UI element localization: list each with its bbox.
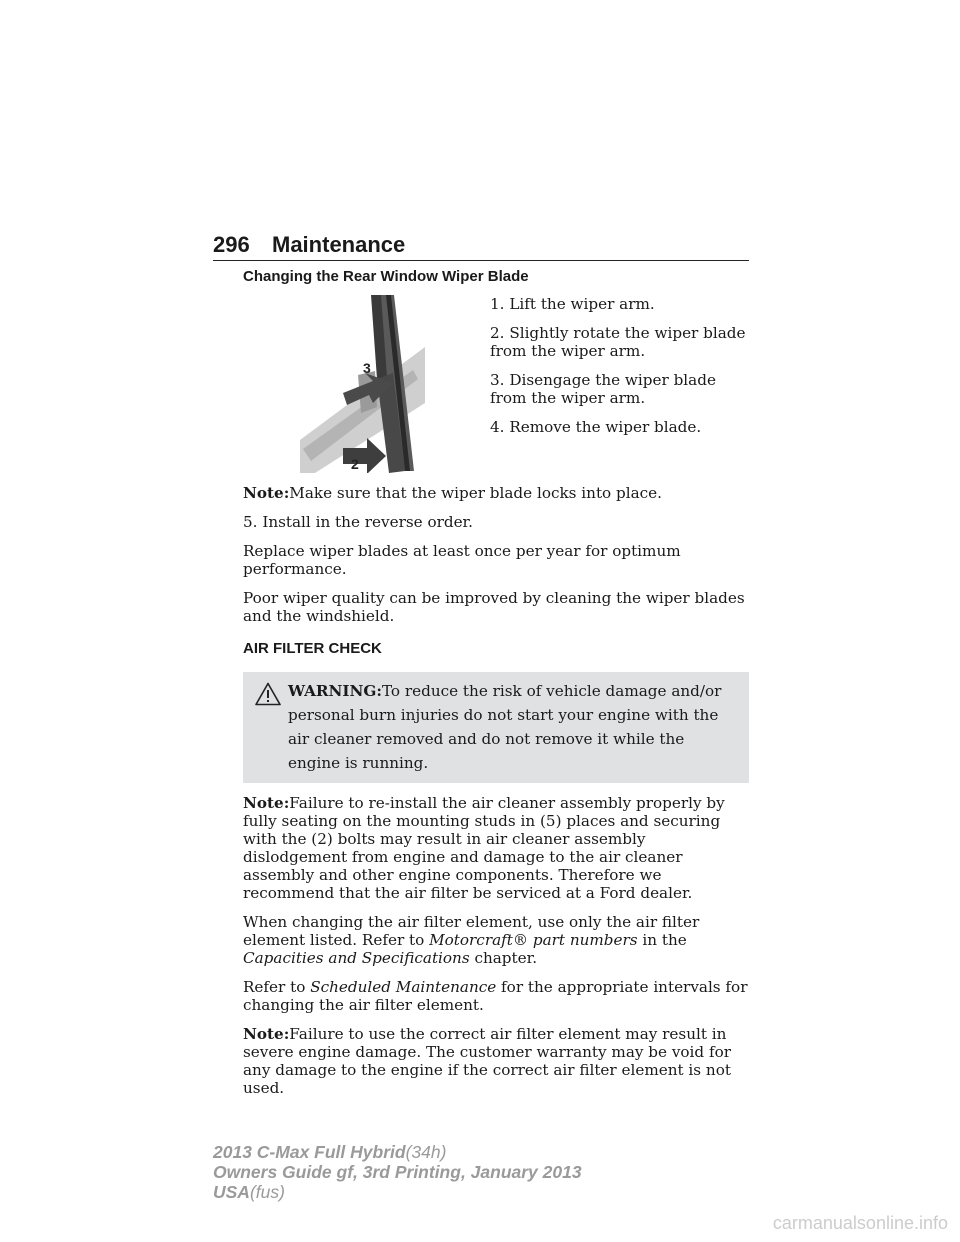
reference-capacities-chapter: Capacities and Specifications <box>243 949 470 967</box>
reference-motorcraft-part-numbers: Motorcraft® part numbers <box>429 931 638 949</box>
warning-text-block <box>251 679 741 775</box>
document-footer <box>213 1142 582 1202</box>
wiper-step-1: 1. Lift the wiper arm. <box>490 295 655 313</box>
reference-scheduled-maintenance: Scheduled Maintenance <box>310 978 497 996</box>
footer-market: USA <box>213 1182 250 1202</box>
note-text: Failure to re-install the air cleaner assembly properly by fully seating on the mounting studs in (5) places and securing with the (2) bolts may result in air cleaner assembly dislodgement from engine and damage to the air cleaner assembly and other engine components. Therefore we recommend that the air filter be serviced at a Ford dealer. <box>243 794 725 902</box>
wiper-instructions <box>243 295 749 473</box>
page-number: 296 <box>213 232 250 257</box>
wiper-step-4: 4. Remove the wiper blade. <box>490 418 702 436</box>
footer-line-1 <box>213 1142 582 1162</box>
note-text: Failure to use the correct air filter element may result in severe engine damage. The customer warranty may be void for any damage to the engine if the correct air filter element is not used. <box>243 1025 731 1097</box>
wiper-paragraph-2: Poor wiper quality can be improved by cleaning the wiper blades and the windshield. <box>243 589 745 625</box>
note-label: Note: <box>243 484 290 502</box>
wiper-step-5: 5. Install in the reverse order. <box>243 513 473 531</box>
text-run: in the <box>637 931 687 949</box>
warning-label: WARNING: <box>288 682 382 700</box>
footer-model-code: (34h) <box>405 1142 447 1162</box>
wiper-note <box>243 484 749 502</box>
note-label: Note: <box>243 1025 290 1043</box>
warning-text: To reduce the risk of vehicle damage and/or personal burn injuries do not start your engine with the air cleaner removed and do not remove it while the engine is running. <box>288 682 722 772</box>
text-run: chapter. <box>469 949 538 967</box>
wiper-step-3: 3. Disengage the wiper blade from the wiper arm. <box>490 371 716 407</box>
wiper-step-2: 2. Slightly rotate the wiper blade from the wiper arm. <box>490 324 746 360</box>
air-filter-note-1 <box>243 794 749 902</box>
wiper-blade-illustration <box>243 295 425 473</box>
note-label: Note: <box>243 794 290 812</box>
figure-label-2: 2 <box>351 456 359 472</box>
footer-model: 2013 C-Max Full Hybrid <box>213 1142 406 1162</box>
figure-label-3: 3 <box>363 360 371 376</box>
air-filter-paragraph-1 <box>243 913 749 967</box>
wiper-steps <box>490 295 749 473</box>
text-run: When changing the air filter element, use only the air filter element listed. Refer to <box>243 913 700 949</box>
text-run: for the appropriate intervals for changing the air filter element. <box>243 978 748 1014</box>
air-filter-note-2 <box>243 1025 749 1097</box>
chapter-title: Maintenance <box>272 232 406 257</box>
footer-line-3 <box>213 1182 582 1202</box>
warning-box <box>243 672 749 783</box>
note-text: Make sure that the wiper blade locks into place. <box>289 484 662 502</box>
wiper-section-title: Changing the Rear Window Wiper Blade <box>243 268 529 285</box>
air-filter-paragraph-2 <box>243 978 749 1014</box>
header-rule <box>213 260 749 261</box>
air-filter-section-title: AIR FILTER CHECK <box>243 640 382 657</box>
footer-market-code: (fus) <box>249 1182 285 1202</box>
text-run: Refer to <box>243 978 311 996</box>
warning-triangle-icon <box>255 682 281 706</box>
watermark: carmanualsonline.info <box>772 1213 948 1233</box>
page-content <box>243 268 749 1097</box>
footer-line-2: Owners Guide gf, 3rd Printing, January 2013 <box>213 1162 582 1182</box>
wiper-paragraph-1: Replace wiper blades at least once per year for optimum performance. <box>243 542 681 578</box>
